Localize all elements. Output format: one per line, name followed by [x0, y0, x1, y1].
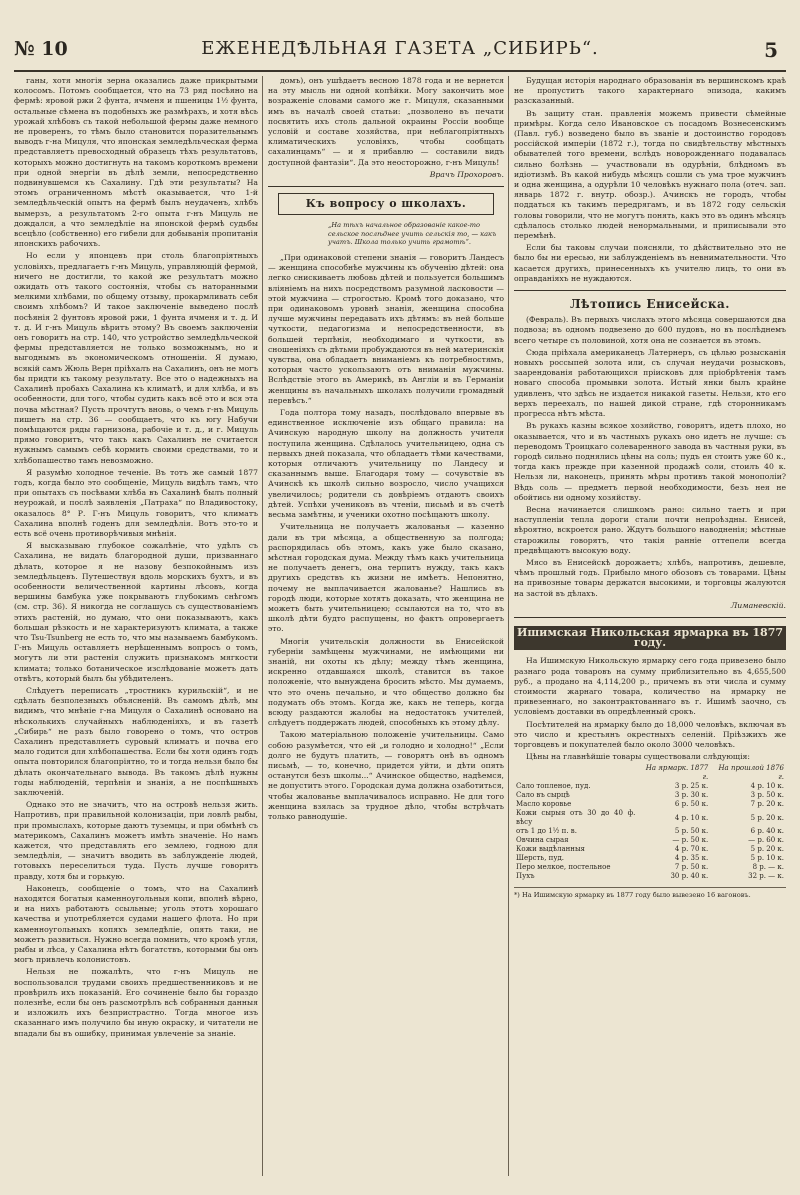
- fair-paragraph: Посѣтителей на ярмарку было до 18,000 человѣкъ, включая въ это число и крестьянъ окрестныхъ селеній. Пріѣзжихъ же торговцевъ и покупателей было около 3000 человѣкъ.: [514, 719, 786, 749]
- article-paragraph: Будущая исторія народнаго образованія въ вершинскомъ краѣ не пропуститъ такого характернаго эпизода, какимъ разсказанный.: [514, 76, 786, 106]
- fair-paragraph: На Ишимскую Никольскую ярмарку сего года привезено было разнаго рода товаровъ на сумму приблизительно въ 4,655,500 руб., а продано на 4,114,200 р., причемъ въ эти числа и сумму стоимости жарнаго товара, количество на ярмарку не привезеннаго, но законтрактованнаго въ г. Ишимѣ заочно, съ условіемъ доставки въ опредѣленный срокъ.: [514, 656, 786, 717]
- price-1877: 6 р. 50 к.: [674, 800, 709, 809]
- table-row: [514, 809, 786, 827]
- table-row: [514, 800, 786, 809]
- column-middle: [268, 76, 504, 1176]
- price-1877: 3 р. 25 к.: [674, 782, 709, 791]
- chronicle-paragraph: (Февраль). Въ первыхъ числахъ этого мѣсяца совершаются два подвоза; въ одномъ подвезено до 600 пудовъ, но въ послѣднемъ всего четыре съ половиной, хотя она не сознается въ этомъ.: [514, 315, 786, 345]
- price-1877: 4 р. 35 к.: [674, 854, 709, 863]
- table-row: [514, 782, 786, 791]
- price-1876: 4 р. 10 к.: [750, 782, 784, 791]
- price-1877: 5 р. 50 к.: [674, 827, 709, 836]
- article-paragraph: Я разумѣю холодное теченіе. Въ тотъ же самый 1877 годъ, когда было это сообщеніе, Мицуль видѣлъ тамъ, что при опытахъ съ посѣвами хлѣба въ Сахалинѣ былъ полный неурожай, и послѣ заявленія „Патраха“ по Владивостоку, оказалось 8° Р. Г-нъ Мицуль говоритъ, что климатъ Сахалина вполнѣ годенъ для земледѣлія. Вотъ это-то и есть всё очень противорѣчивыя мнѣнія.: [14, 467, 258, 538]
- issue-number: № 10: [14, 38, 68, 60]
- item-name: Пухъ: [516, 872, 535, 881]
- article-heading: Къ вопросу о школахъ.: [278, 193, 494, 215]
- item-name: Сало топленое, пуд.: [516, 782, 591, 791]
- item-name: Кожи выдѣланныя: [516, 845, 585, 854]
- chronicle-paragraph: Сюда пріѣхала американецъ Латернеръ, съ цѣлью розысканія новыхъ россыпей золота или, съ случая неудачи розысковъ, заарендованія работающихся пріисковъ для пріобрѣтенія тамъ новаго способа промывки золота. Истый янки былъ крайне удивленъ, что здѣсь не издается никакой газеты. Нельзя, кто его верхъ переехалъ, по нашей дикой стране, гдѣ сторонникамъ прогресса нѣтъ мѣста.: [514, 347, 786, 419]
- author-signature: Лиманевскій.: [730, 600, 786, 610]
- table-row: [514, 845, 786, 854]
- column-header: [514, 764, 637, 782]
- section-divider: [514, 617, 786, 618]
- price-1877: 30 р. 40 к.: [670, 872, 709, 881]
- page-number: 5: [764, 38, 778, 62]
- price-1876: 32 р. — к.: [748, 872, 784, 881]
- price-1877: — р. 50 к.: [672, 836, 709, 845]
- item-name: отъ 1 до 1½ п. в.: [516, 827, 577, 836]
- price-1876: 7 р. 20 к.: [750, 800, 784, 809]
- price-table: [514, 764, 786, 881]
- item-name: Кожи сырыя отъ 30 до 40 ф. вѣсу: [516, 809, 636, 827]
- price-1876: 6 р. 40 к.: [750, 827, 784, 836]
- price-1876: 3 р. 50 к.: [750, 791, 784, 800]
- masthead: [14, 30, 786, 72]
- table-row: [514, 836, 786, 845]
- column-header: На прошлой 1876 г.: [718, 764, 784, 782]
- fair-paragraph: Цѣны на главнѣйшіе товары существовали слѣдующія:: [526, 752, 750, 762]
- article-paragraph: Если бы таковы случаи поясняли, то дѣйствительно это не было бы ни ересью, ни заблужденіемъ въ невнимательности. Что касается другихъ, принесенныхъ къ учителю лицъ, то они въ оправданіяхъ не нуждаются.: [514, 243, 786, 283]
- author-signature: Врачъ Прохоровъ.: [429, 169, 504, 179]
- chronicle-paragraph: Весна начинается слишкомъ рано: сильно таетъ и при наступленіи тепла дороги стали почти непроѣздны. Енисей, вѣроятно, вскроется рано. Ждутъ большого наводненія; мѣстные старожилы говорятъ, что такія ранніе оттепели всегда предвѣщаютъ высокую воду.: [514, 504, 786, 555]
- article-paragraph: Года полтора тому назадъ, послѣдовало впервые въ единственное исключеніе изъ общаго правила: на Ачинскую народную школу на должность учителя поступила женщина. Сдѣлалось учительницею, одна съ первыхъ дней показала, что обладаетъ тѣми качествами, которыя отличаютъ учительницу по Ландесу и сказаннымъ выше. Благодаря тому — сочувствіе въ Ачинскѣ къ школѣ сильно возросло, число учащихся увеличилось; родители съ довѣріемъ отдаютъ своихъ дѣтей. Успѣхи учениковъ въ чтеніи, письмѣ и въ счетѣ весьма замѣтны, и ученики охотно посѣщаютъ школу.: [268, 408, 504, 520]
- price-1876: 5 р. 10 к.: [750, 854, 784, 863]
- article-paragraph: Однако это не значитъ, что на островѣ нельзя жить. Напротивъ, при правильной колонизаціи, при ловлѣ рыбы, при промыслахъ, которые даютъ туземцы, и при обмѣнѣ съ материкомъ, Сахалинъ можетъ имѣть значеніе. Но намъ кажется, что представлять его землею, годною для земледѣлія, — значитъ вводить въ заблужденіе людей, готовыхъ переселиться туда. Пусть лучше говорятъ правду, хотя бы и горькую.: [14, 800, 258, 881]
- price-1877: 3 р. 30 к.: [674, 791, 709, 800]
- item-name: Сало въ сырцѣ: [516, 791, 570, 800]
- item-name: Перо мелкое, постельное: [516, 863, 611, 872]
- article-paragraph: Многія учительскія должности вь Енисейской губерніи замѣщены мужчинами, не имѣющими ни знаній, ни охоты къ дѣлу; между тѣмъ женщина, искренно отдавшаяся школѣ, ставится въ такое положеніе, что вынуждена бросить мѣсто. Мы думаемъ, что это очень печально, и что общество должно бы подумать объ этомъ. Когда же, какъ не теперь, когда всюду раздаются жалобы на недостатокъ учителей, слѣдуетъ поддержать людей, способныхъ къ этому дѣлу.: [268, 636, 504, 728]
- article-paragraph: Но если у японцевъ при столь благопріятныхъ условіяхъ, предлагаетъ г-нъ Мицуль, управляющій фермой, ничего не достигли, то какой же результатъ можно ожидать отъ такого состоянія, чтобы съ наторанными мелкими хлѣбами, по общему отзыву, прокармливать себя своимъ хлѣбомъ? И такое заключеніе выведено послѣ посѣянія 2 фунтовъ яровой ржи, 1 фунта ячменя и т. д. И т. д. И г-нъ Мицуль вѣритъ этому? Въ своемъ заключеніи онъ говоритъ на стр. 140, что устройство земледѣльческой фермы представляется не только возможнымъ, но и выгоднымъ въ экономическомъ отношеніи. Я думаю, всякій самъ Жюль Верн пріѣхалъ на Сахалинъ, онъ не могъ бы придти къ такому результату. Все это о надежныхъ на Сахалинѣ пробахъ Сахалина къ климатѣ, и для хлѣба, и въ особенности, для того, чтобы судить какъ всё это и вся эта почва мѣстная? Пусть прочтутъ вновь, о чемъ г-нъ Мицуль пишетъ на стр. 36 — сообщаетъ, что къ югу Набучи помѣщаются ряды гарнизона, рабочіе и т. д., и г. Мицуль прямо говоритъ, что такъ какъ Сахалинъ не считается нужнымъ самымъ себѣ кормить своими средствами, то и хлѣбопашество тамъ невозможно.: [14, 251, 258, 465]
- price-1877: 4 р. 10 к.: [674, 813, 709, 822]
- article-paragraph: ганы, хотя многія зерна оказались даже прикрытыми колосомъ. Потомъ сообщается, что на 73 ряд посѣяно на фермѣ: яровой ржи 2 фунта, ячменя и пшеницы 1½ фунта, остальные сѣмена въ подобныхъ же размѣрахъ, и хотя вѣсь урожай хлѣбовъ съ такой небольшой фермы даже немного не проверенъ, то тѣмъ было становится поразительнымъ выводъ г-на Мицуля, что японская земледѣльческая ферма представляетъ превосходный образецъ тѣхъ результатовъ, которыхъ можно достигнуть на такомъ короткомъ времени при одной энергіи въ дѣлѣ земли, непосредственно подвинувшемся къ Сахалину. Гдѣ эти результаты? На этомъ ограниченномъ мѣстѣ оказывается, что 1-й земледѣльческій опытъ на фермѣ былъ неудаченъ, хлѣбъ вымерзъ, а результатомъ 2-го опыта г-нъ Мицуль не дождался, а что земледѣліе на японской фермѣ судьбы всецѣло (собственно) его гибели для добыванія пропитанія японскихъ рабочихъ.: [14, 76, 258, 249]
- item-name: Овчина сырая: [516, 836, 569, 845]
- item-name: Масло коровье: [516, 800, 572, 809]
- column-header: На ярмарк. 1877 г.: [645, 764, 709, 782]
- article-paragraph: Учительница не получаетъ жалованья — казенно дали въ три мѣсяца, а общественную за полгода; распорядилась объ этомъ, какъ уже было сказано, мѣстная городская дума. Между тѣмъ какъ учительница не получаетъ денегъ, она терпитъ нужду, такъ какъ другихъ средствъ къ жизни не имѣетъ. Непонятно, почему не выплачивается жалованье? Нашлись въ городѣ люди, которые хотятъ доказать, что женщина не можетъ быть учительницею; ссылаются на то, что въ школѣ дѣти будто распущены, но фактъ опровергаетъ это.: [268, 522, 504, 634]
- table-row: [514, 854, 786, 863]
- table-row: [514, 872, 786, 881]
- price-1876: 5 р. 20 к.: [750, 813, 784, 822]
- epigraph: „На тѣхъ начальное образованіе какое-то сельское послѣднее учить сельскія то, — какъ учатъ. Школа только учить грамотѣ“.: [328, 221, 497, 247]
- price-table-header: [514, 764, 786, 782]
- article-paragraph: Слѣдуетъ переписать „тростникъ курильскій“, и не сдѣлать безполезныхъ объясненій. Въ самомъ дѣлѣ, мы видимъ, что мнѣніе г-на Мицуля о Сахалинѣ основано на нѣсколькихъ случайныхъ наблюденіяхъ, и въ газетѣ „Сибирь“ не разъ было говорено о томъ, что остров Сахалинъ представляетъ суровый климатъ и почва его мало годится для хлѣбопашества. Если бы хотя одинъ годъ опыта повторился благопріятно, то и тогда нельзя было бы дѣлать окончательнаго вывода. Въ такомъ дѣлѣ нужны годы наблюденій, терпѣнія и знанія, а не поспѣшныхъ заключеній.: [14, 685, 258, 798]
- article-paragraph: домъ), онъ ушѣдаетъ весною 1878 года и не вернется на эту мысль ни одной копѣйки. Могу закончить мое возраженіе словами самого же г. Мицуля, сказанными имъ въ началѣ своей статьи: „позволено въ печати посвятить ихъ столь дальной окраины Россіи вообще условій и составе хозяйства, при неблагопріятныхъ климатическихъ условіяхъ, чтобы сообщать сахалинцамъ“ — и я прибавлю — составили видъ доступной фантазіи“. Да это неосторожно, г-нъ Мицуль!: [268, 76, 504, 167]
- chronicle-paragraph: Въ рукахъ казны всякое хозяйство, говорятъ, идетъ плохо, но оказывается, что и въ частныхъ рукахъ оно идетъ не лучше: съ переводомъ Троицкаго солеваренного завода въ частныя руки, въ городѣ сильно поднялись цѣны на соль; пудъ ея стоитъ уже 60 к., тогда какъ прежде при казенной продажѣ соли, стоилъ 40 к. Нельзя ли, наконецъ, принять мѣры противъ такой монополіи? Вѣдь соль — предметъ первой необходимости, безъ нея не обойтись ни одному хозяйству.: [514, 421, 786, 502]
- article-paragraph: Наконецъ, сообщеніе о томъ, что на Сахалинѣ находятся богатыя каменноугольныя копи, вполнѣ вѣрно, и на нихъ работаютъ ссыльные; уголь этотъ хорошаго качества и употребляется судами нашего флота. Но при каменноугольныхъ копяхъ земледѣліе, опять таки, не можетъ развиться. Нужно всегда помнить, что кромѣ угля, рыбы и лѣса, у Сахалина нѣтъ богатствъ, которыми бы онъ могъ привлечь колонистовъ.: [14, 883, 258, 965]
- column-right: [514, 76, 786, 1176]
- price-1877: 7 р. 50 к.: [674, 863, 709, 872]
- article-paragraph: Нельзя не пожалѣть, что г-нъ Мицуль не воспользовался трудами своихъ предшественниковъ и не провѣрилъ ихъ показаній. Его сочиненіе было бы гораздо полезнѣе, если бы онъ разсмотрѣлъ всѣ собранныя данныя и изложилъ ихъ безпристрастно. Тогда многое изъ сказаннаго имъ получило бы иную окраску, и читатели не впадали бы въ ошибку, принимая увлеченіе за знаніе.: [14, 967, 258, 1038]
- column-left: [14, 76, 258, 1176]
- table-row: [514, 791, 786, 800]
- table-row: [514, 863, 786, 872]
- article-paragraph: Такою матеріальною положеніе учительницы. Само собою разумѣется, что ей „и голодно и холодно!“ „Если долго не будутъ платить, — говорятъ онѣ въ одномъ письмѣ, — то, конечно, придется уйти, и дѣти опять останутся безъ школы...“ Ачинское общество, надѣемся, не допуститъ этого. Городская дума должна озаботиться, чтобы жалованье выплачивалось исправно. Не для того женщина взялась за трудное дѣло, чтобы встрѣчать только равнодушіе.: [268, 730, 504, 821]
- price-1876: 8 р. — к.: [752, 863, 784, 872]
- table-row: [514, 827, 786, 836]
- article-paragraph: Я высказываю глубокое сожалѣніе, что удѣлъ съ Сахалина, не видать благородной души, призваннаго дѣлать, которое я не назову безпокойнымъ изъ земледѣльцевъ. Путешествуя вдоль морскихъ бухтъ, и въ особенности величественной картины лѣсовъ, когда вершины бамбука уже покрываютъ глубокимъ снѣгомъ (см. стр. 36). Я никогда не соглашусь съ существованіемъ этихъ растеній, но думаю, что они показываютъ, какъ большая рѣзкость и не характеризуютъ климата, а также что Tsu-Tsunberg не есть то, что мы называемъ бамбукомъ. Г-нъ Мицуль оставляетъ нерѣшеннымъ вопросъ о томъ, могутъ ли эти растенія служить признакомъ мягкости климата; только ботаническое изслѣдованіе можетъ дать отвѣтъ, который былъ бы убѣдителенъ.: [14, 541, 258, 683]
- newspaper-title: ЕЖЕНЕДѢЛЬНАЯ ГАЗЕТА „СИБИРЬ“.: [201, 38, 599, 59]
- column-divider: [262, 76, 263, 1176]
- fair-heading: Ишимская Никольская ярмарка въ 1877 году.: [514, 626, 786, 650]
- section-divider: [514, 290, 786, 291]
- article-paragraph: Въ защиту стан. правленія можемъ привести сѣмейные примѣры. Когда село Ивановское съ посадомъ Вознесенскимъ (Павл. губ.) возведено было въ званіе и достоинство городовъ россійской имперіи (1872 г.), тогда по свидѣтельству мѣстныхъ обывателей того времени, вслѣдъ новорожденнаго подавалась сильно болѣзнь — участвовали въ одурѣніи, блѣдномъ въ идіотизмѣ. Въ какой нибудь мѣсяцъ сошли съ ума трое мужчинъ и одна женщина, а одурѣли 10 человѣкъ нужнаго пола (отеч. зап. январь 1872 г. внутр. обозр.). Ачинскъ не городъ, чтобы поддаться къ такимъ передрягамъ, и въ 1872 году сельскія головы говорили, что не могутъ понять, какъ это въ одинъ мѣсяцъ сдѣлалось столько людей ненормальными, и приписывали это перемѣнѣ.: [514, 108, 786, 241]
- item-name: Шерсть, пуд.: [516, 854, 564, 863]
- footnote: *) На Ишимскую ярмарку въ 1877 году было вывезено 16 вагоновъ.: [514, 887, 786, 899]
- price-1877: 4 р. 70 к.: [674, 845, 709, 854]
- article-paragraph: „При одинаковой степени знанія — говоритъ Ландесъ — женщина способнѣе мужчины къ обученію дѣтей: она легко снискиваетъ любовь дѣтей и пользуется большимъ вліяніемъ на нихъ посредствомъ разумной ласковости — этой мужчина — строгостью. Кромѣ того доказано, что при одинаковомъ уровнѣ знанія, женщина способна лучше мужчины передавать ихъ дѣтямъ: въ ней больше чуткости, педагогизма и непосредственности, въ большей терпѣнія, необходимаго и чуткости, въ сношеніяхъ съ дѣтьми пробуждаются въ ней материнскія чувства, она обладаетъ вниманіемъ къ потребностямъ, которыя часто ускользаютъ отъ вниманія мужчины. Вслѣдствіе этого въ Америкѣ, въ Англіи и въ Германіи женщины въ начальныхъ школахъ получили громадный перевѣсъ.“: [268, 253, 504, 405]
- price-1876: — р. 60 к.: [748, 836, 784, 845]
- column-divider: [508, 76, 509, 1176]
- section-heading: Лѣтопись Енисейска.: [570, 297, 730, 312]
- section-divider: [268, 186, 504, 187]
- price-1876: 5 р. 20 к.: [750, 845, 784, 854]
- chronicle-paragraph: Мясо въ Енисейскѣ дорожаетъ; хлѣбъ, напротивъ, дешевле, чѣмъ прошлый годъ. Прибыло много обозовъ съ товарами. Цѣны на привозные товары держатся высокими, и торговцы жалуются на застой въ дѣлахъ.: [514, 557, 786, 598]
